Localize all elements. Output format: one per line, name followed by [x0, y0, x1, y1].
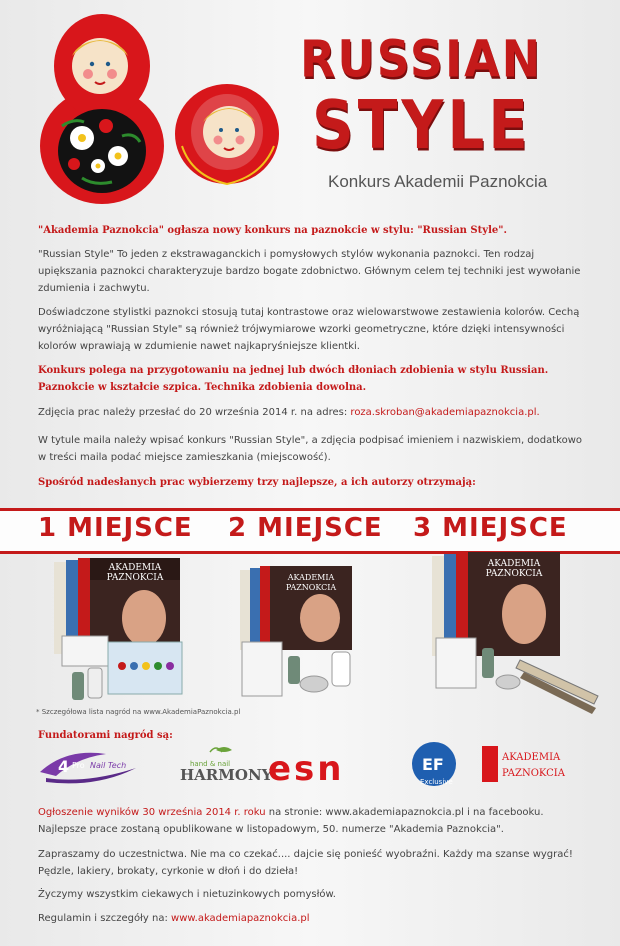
paragraph-email-instructions: W tytule maila należy wpisać konkurs "Russian Style", a zdjęcia podpisać imieniem i nazwiskiem, dodatkowo w treści maila podać miejsce zamieszkania (miejscowość).	[38, 435, 583, 463]
matryoshka-dolls-image	[22, 6, 292, 206]
sponsor-harmony-logo[interactable]	[176, 744, 273, 788]
logo-akademia-line2: PAZNOKCIA	[502, 768, 565, 779]
sponsor-ef-exclusive-logo[interactable]	[406, 740, 466, 790]
sponsors-title: Fundatorami nagród są:	[38, 730, 173, 741]
paragraph-results	[38, 804, 586, 838]
prize-footnote: * Szczegółowa lista nagród na www.AkademiaPaznokcia.pl	[36, 708, 241, 716]
paragraph-winners: Spośród nadesłanych prac wybierzemy trzy najlepsze, a ich autorzy otrzymają:	[38, 477, 476, 488]
magazine-title-1: AKADEMIA	[108, 563, 162, 573]
paragraph-deadline	[38, 404, 586, 421]
email-link[interactable]: roza.skroban@akademiapaznokcia.pl.	[350, 407, 540, 418]
magazine-title-2: PAZNOKCIA	[285, 583, 337, 592]
results-date: Ogłoszenie wyników 30 września 2014 r. roku	[38, 807, 266, 818]
sponsor-esn-logo[interactable]	[264, 749, 394, 789]
regulations-text: Regulamin i szczegóły na:	[38, 913, 172, 924]
logo-harmony-name: HARMONY	[180, 766, 273, 784]
paragraph-invitation: Zapraszamy do uczestnictwa. Nie ma co czekać.... dajcie się ponieść wyobraźni. Każdy ma szanse wygrać! Pędzle, lakiery, brokaty, cyrkonie w dłoń i do dzieła!	[38, 849, 573, 877]
title-style: STYLE	[312, 85, 532, 165]
logo-akademia-line1: AKADEMIA	[502, 752, 561, 763]
logo-4pro-tagline: Nail Tech	[90, 761, 127, 770]
logo-4pro-number: 4	[58, 757, 70, 776]
magazine-title-1: AKADEMIA	[287, 573, 335, 582]
page-subtitle: Konkurs Akademii Paznokcia	[328, 172, 548, 191]
logo-harmony-tagline: hand & nail	[190, 760, 231, 768]
deadline-text: Zdjęcia prac należy przesłać do 20 września 2014 r. na adres:	[38, 407, 351, 418]
intro-text: ogłasza nowy konkurs na paznokcie w stylu: "Russian Style".	[163, 225, 507, 236]
prize-first-image	[52, 556, 192, 704]
logo-4pro-word: Pro	[72, 761, 85, 770]
logo-esn-text: esn	[268, 749, 345, 789]
prize-third-image	[428, 548, 600, 718]
brand-name: "Akademia Paznokcia"	[38, 225, 164, 236]
title-russian: RUSSIAN	[300, 29, 543, 89]
paragraph-wishes: Życzymy wszystkim ciekawych i nietuzinkowych pomysłów.	[38, 889, 336, 900]
magazine-title-2: PAZNOKCIA	[106, 573, 164, 583]
results-text: na stronie: www.akademiapaznokcia.pl i na facebooku. Najlepsze prace zostaną opublikowane w listopadowym, 50. numerze "Akademia Paznokcia".	[38, 807, 544, 835]
regulations-link[interactable]: www.akademiapaznokcia.pl	[171, 913, 310, 924]
paragraph-regulations	[38, 910, 586, 927]
place-second: 2 MIEJSCE	[228, 513, 383, 543]
magazine-title-1: AKADEMIA	[487, 559, 541, 569]
sponsor-akademia-logo[interactable]	[480, 742, 580, 786]
magazine-title-2: PAZNOKCIA	[485, 569, 543, 579]
paragraph-colors: Doświadczone stylistki paznokci stosują tutaj kontrastowe oraz wielowarstwowe zestawienia kolorów. Cechą wyróżniającą "Russian Style" są również trójwymiarowe wzorki geometryczne, które dzięki intensywności kolorów wprawiają w zdumienie nawet najkapryśniejsze klientki.	[38, 307, 580, 352]
place-first: 1 MIEJSCE	[38, 513, 193, 543]
intro-paragraph	[38, 222, 586, 239]
prize-second-image	[236, 560, 356, 700]
logo-ef-exclusive: Exclusive	[420, 778, 453, 786]
paragraph-rules: Konkurs polega na przygotowaniu na jednej lub dwóch dłoniach zdobienia w stylu Russian. Paznokcie w kształcie szpica. Technika zdobienia dowolna.	[38, 365, 549, 393]
place-third: 3 MIEJSCE	[413, 513, 568, 543]
paragraph-description: "Russian Style" To jeden z ekstrawaganckich i pomysłowych stylów wykonania paznokci. Ten rodzaj upiększania paznokci charakteryzuje bardzo bogate zdobnictwo. Głównym celem tej techniki jest wywołanie zdumienia i zachwytu.	[38, 249, 581, 294]
sponsor-4pro-logo[interactable]	[36, 744, 142, 786]
logo-ef-letters: EF	[422, 755, 444, 774]
